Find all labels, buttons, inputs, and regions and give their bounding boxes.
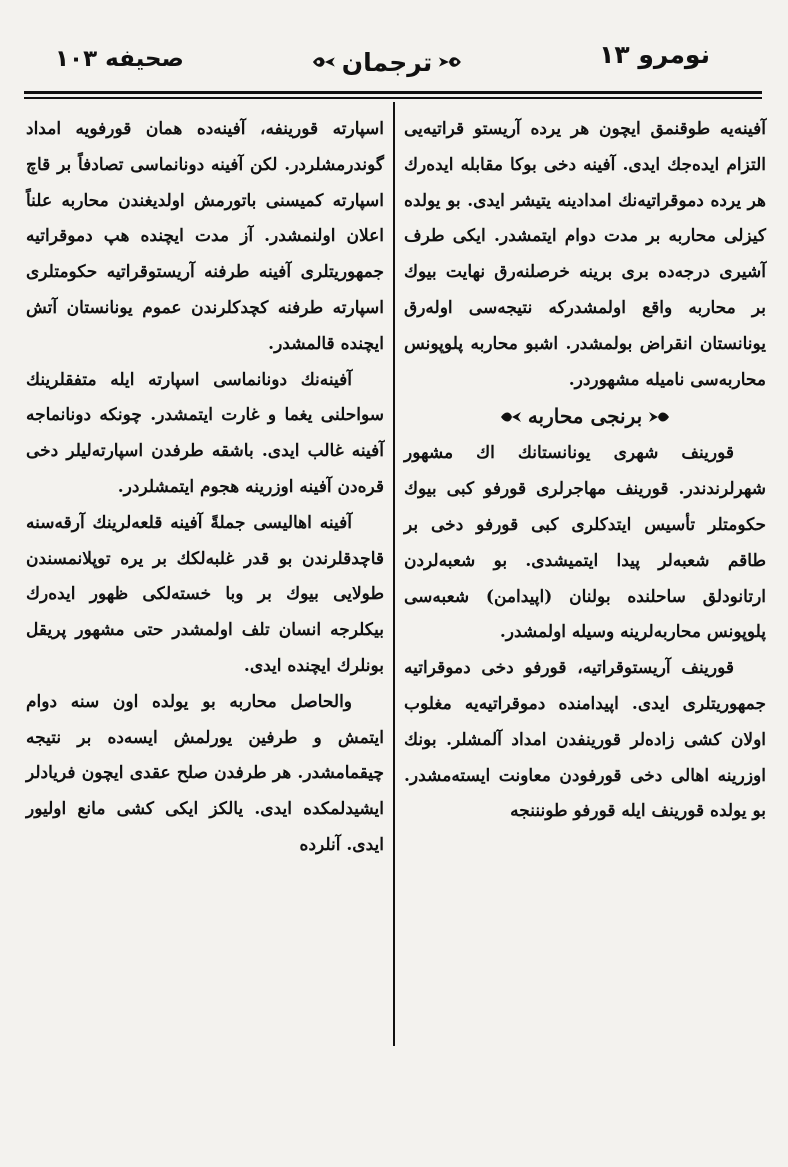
left-paragraph-2: آفینه‌نك دونانماسی اسپارته ایله متفقلرینك سواحلنی یغما و غارت ایتمشدر. چونكه دونانماجه آفینه غالب ایدی. باشقه طرفدن اسپارته‌لیلر دخی قره‌دن آفینه اوزرینه هجوم ایتمشلردر. [26, 369, 384, 497]
right-column [404, 112, 766, 830]
section-title: برنجی محاربه [527, 404, 643, 429]
ornament-left-icon [312, 53, 336, 71]
right-paragraph-1: آفینه‌یه طوقنمق ایچون هر یرده آریستو قراتیه‌یی التزام ایده‌جك ایدی. آفینه دخی بوكا مقابله ایده‌رك هر یرده دموقراتیه‌نك امدادینه یتیشر ایدی. بو یولده كیزلی محاربه بر مدت دوام ایتمشدر. ایكی طرف آشیری درجه‌ده بری برینه خرصلنه‌رق نهایت بیوك بر محاربه واقع اولمشدركه نتیجه‌سی اوله‌رق یونانستان انقراض بولمشدر. اشبو محاربه پلوپونس محاربه‌سی نامیله مشهوردر. [404, 119, 766, 390]
page-number-label: صحیفه ۱۰۳ [55, 46, 184, 72]
ornament-right-icon [438, 53, 462, 71]
right-paragraph-3: قورینف آریستوقراتیه، قورفو دخی دموقراتیه جمهوریتلری ایدی. اپیدامنده دموقراتیه‌یه مغلوب اولان كشی زاده‌لر قورینفدن امداد آلمشلر. بونك اوزرینه اهالی دخی قورفودن معاونت ایسته‌مشدر. بو یولده قورینف ایله قورفو طونننجه [404, 658, 766, 822]
column-divider [393, 102, 395, 1046]
left-paragraph-1: اسپارته قورینفه، آفینه‌ده همان قورفویه امداد گوندرمشلردر. لكن آفینه دونانماسی تصادفاً بر قاچ اسپارته كمیسنی باتورمش اولدیغندن محاربه علناً اعلان اولنمشدر. آز مدت ایچنده هپ دموقراتیه جمهوریتلری آفینه طرفنه آریستوقراتیه حكومتلری اسپارته طرفنه كچدكلرندن عموم یونانستان آتش ایچنده قالمشدر. [26, 119, 384, 354]
left-column [26, 112, 384, 864]
masthead [312, 40, 462, 84]
section-heading [404, 398, 766, 436]
left-paragraph-3: آفینه اهالیسی جملةً آفینه قلعه‌لرینك آرقه‌سنه قاچدقلرندن بو قدر غلبه‌لكك بر یره توپلانمسندن طولایی بیوك بر وبا خسته‌لكی ظهور ایده‌رك بیكلرجه انسان تلف اولمشدر حتی مشهور پریقل بونلرك ایچنده ایدی. [26, 512, 384, 676]
masthead-title: ترجمان [341, 47, 433, 77]
page-header [0, 0, 788, 95]
section-ornament-right-icon [648, 409, 670, 425]
section-ornament-left-icon [500, 409, 522, 425]
right-paragraph-2: قورینف شهری یونانستانك اك مشهور شهرلرندندر. قورینف مهاجرلری قورفو كبی بیوك حكومتلر تأسیس ایتدكلری كبی قورفو دخی بر طاقم شعبه‌لر پیدا ایتمیشدی. بو شعبه‌لردن ارتانودلق ساحلنده بولنان (اپیدامن) شعبه‌سی پلوپونس محاربه‌لرینه وسیله اولمشدر. [404, 443, 766, 643]
header-rule-top [24, 91, 762, 94]
left-paragraph-4: والحاصل محاربه بو یولده اون سنه دوام ایتمش و طرفین یورلمش ایسه‌ده بر نتیجه چیقمامشدر. هر طرفدن صلح عقدی ایچون فریادلر ایشیدلمكده ایدی. یالكز ایكی كشی مانع اولیور ایدی. آنلرده [26, 691, 384, 855]
issue-number-label: نومرو ۱۳ [599, 40, 710, 69]
header-rule-bottom [24, 97, 762, 99]
